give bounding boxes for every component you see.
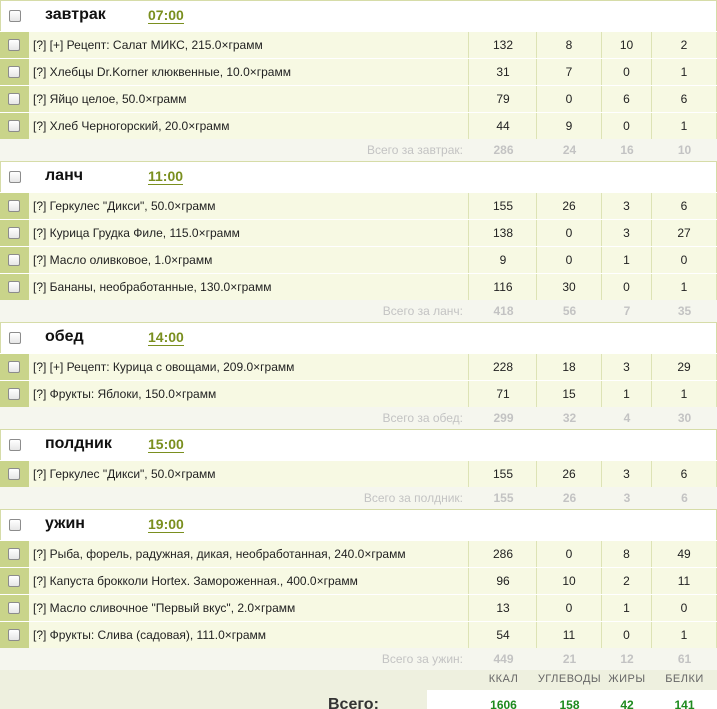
food-kcal: 71 <box>470 381 537 407</box>
food-protein: 0 <box>652 595 717 621</box>
total-kcal: 299 <box>493 411 514 425</box>
meal-total-row <box>0 648 717 670</box>
food-name-link[interactable]: [?] Капуста брокколи Hortex. Замороженная., 400.0×грамм <box>29 568 469 594</box>
food-kcal: 31 <box>470 59 537 85</box>
meal-section <box>0 0 717 161</box>
total-fat: 3 <box>623 491 631 505</box>
meal-time-link[interactable]: 19:00 <box>148 516 184 532</box>
food-name-link[interactable]: [?] Яйцо целое, 50.0×грамм <box>29 86 469 112</box>
food-row <box>0 273 717 300</box>
checkbox-icon[interactable] <box>8 281 20 293</box>
total-carbs: 21 <box>562 652 577 666</box>
meal-total-row <box>0 300 717 322</box>
food-fat: 0 <box>602 113 652 139</box>
food-fat: 10 <box>602 32 652 58</box>
meal-total-label: Всего за завтрак: <box>366 143 463 157</box>
food-protein: 29 <box>652 354 717 380</box>
food-row <box>0 380 717 407</box>
meal-time-link[interactable]: 07:00 <box>148 7 184 23</box>
meal-header <box>0 322 717 353</box>
food-protein: 49 <box>652 541 717 567</box>
checkbox-icon[interactable] <box>8 361 20 373</box>
checkbox-icon[interactable] <box>8 388 20 400</box>
total-kcal: 155 <box>493 491 514 505</box>
meal-section <box>0 509 717 670</box>
food-row <box>0 112 717 139</box>
food-row <box>0 246 717 273</box>
food-carbs: 18 <box>537 354 602 380</box>
food-name-link[interactable]: [?] [+] Рецепт: Курица с овощами, 209.0×грамм <box>29 354 469 380</box>
meal-header <box>0 509 717 540</box>
grand-kcal: 1606 <box>490 698 517 709</box>
meal-total-row <box>0 407 717 429</box>
food-carbs: 30 <box>537 274 602 300</box>
meal-total-row <box>0 487 717 509</box>
food-kcal: 44 <box>470 113 537 139</box>
food-fat: 3 <box>602 461 652 487</box>
food-kcal: 116 <box>470 274 537 300</box>
food-fat: 2 <box>602 568 652 594</box>
food-carbs: 0 <box>537 541 602 567</box>
food-kcal: 286 <box>470 541 537 567</box>
meal-time-link[interactable]: 11:00 <box>148 168 184 184</box>
food-carbs: 15 <box>537 381 602 407</box>
meal-checkbox-icon[interactable] <box>9 10 21 22</box>
meal-time-link[interactable]: 14:00 <box>148 329 184 345</box>
total-carbs: 24 <box>562 143 577 157</box>
header-carbs: УГЛЕВОДЫ <box>537 673 602 685</box>
total-carbs: 32 <box>562 411 577 425</box>
meal-checkbox-icon[interactable] <box>9 332 21 344</box>
food-protein: 27 <box>652 220 717 246</box>
checkbox-icon[interactable] <box>8 39 20 51</box>
checkbox-icon[interactable] <box>8 227 20 239</box>
total-protein: 30 <box>677 411 692 425</box>
food-row <box>0 353 717 380</box>
food-protein: 1 <box>652 113 717 139</box>
checkbox-icon[interactable] <box>8 66 20 78</box>
food-protein: 0 <box>652 247 717 273</box>
food-fat: 1 <box>602 595 652 621</box>
food-row <box>0 192 717 219</box>
meal-section <box>0 322 717 429</box>
meal-total-label: Всего за полдник: <box>363 491 463 505</box>
food-name-link[interactable]: [?] Хлебцы Dr.Korner клюквенные, 10.0×грамм <box>29 59 469 85</box>
total-carbs: 26 <box>562 491 577 505</box>
food-name-link[interactable]: [?] Хлеб Черногорский, 20.0×грамм <box>29 113 469 139</box>
meal-total-label: Всего за ужин: <box>381 652 463 666</box>
food-kcal: 54 <box>470 622 537 648</box>
header-protein: БЕЛКИ <box>665 673 704 685</box>
food-fat: 3 <box>602 193 652 219</box>
food-row <box>0 621 717 648</box>
food-name-link[interactable]: [?] Рыба, форель, радужная, дикая, необработанная, 240.0×грамм <box>29 541 469 567</box>
food-row <box>0 460 717 487</box>
meal-name: завтрак <box>45 6 106 23</box>
food-name-link[interactable]: [?] Масло сливочное "Первый вкус", 2.0×грамм <box>29 595 469 621</box>
food-carbs: 0 <box>537 247 602 273</box>
food-protein: 1 <box>652 274 717 300</box>
meal-total-row <box>0 139 717 161</box>
checkbox-icon[interactable] <box>8 602 20 614</box>
total-protein: 35 <box>677 304 692 318</box>
total-kcal: 286 <box>493 143 514 157</box>
food-row <box>0 594 717 621</box>
food-protein: 1 <box>652 59 717 85</box>
grand-total-row <box>0 690 717 709</box>
total-kcal: 418 <box>493 304 514 318</box>
grand-protein: 141 <box>674 698 695 709</box>
food-kcal: 155 <box>470 461 537 487</box>
food-row <box>0 31 717 58</box>
checkbox-icon[interactable] <box>8 254 20 266</box>
total-fat: 12 <box>620 652 634 666</box>
food-protein: 6 <box>652 193 717 219</box>
food-carbs: 9 <box>537 113 602 139</box>
food-carbs: 0 <box>537 595 602 621</box>
total-protein: 6 <box>681 491 688 505</box>
header-fat: ЖИРЫ <box>608 673 646 685</box>
food-fat: 8 <box>602 541 652 567</box>
food-name-link[interactable]: [?] Фрукты: Слива (садовая), 111.0×грамм <box>29 622 469 648</box>
food-carbs: 26 <box>537 193 602 219</box>
meal-checkbox-icon[interactable] <box>9 519 21 531</box>
meal-name: ланч <box>45 167 84 184</box>
checkbox-icon[interactable] <box>8 120 20 132</box>
food-fat: 6 <box>602 86 652 112</box>
meal-header <box>0 161 717 192</box>
meal-section <box>0 429 717 509</box>
food-protein: 11 <box>652 568 717 594</box>
food-protein: 1 <box>652 622 717 648</box>
food-fat: 0 <box>602 274 652 300</box>
meal-name: обед <box>45 328 84 345</box>
food-kcal: 13 <box>470 595 537 621</box>
meal-total-label: Всего за ланч: <box>382 304 463 318</box>
food-name-link[interactable]: [?] Курица Грудка Филе, 115.0×грамм <box>29 220 469 246</box>
grand-total-label: Всего: <box>328 696 379 709</box>
meal-time-link[interactable]: 15:00 <box>148 436 184 452</box>
food-fat: 1 <box>602 381 652 407</box>
header-kcal: ККАЛ <box>488 673 519 685</box>
food-kcal: 228 <box>470 354 537 380</box>
food-carbs: 11 <box>537 622 602 648</box>
checkbox-icon[interactable] <box>8 93 20 105</box>
food-row <box>0 540 717 567</box>
meal-total-label: Всего за обед: <box>382 411 463 425</box>
food-carbs: 0 <box>537 220 602 246</box>
food-protein: 6 <box>652 86 717 112</box>
food-fat: 3 <box>602 354 652 380</box>
food-name-link[interactable]: [?] Фрукты: Яблоки, 150.0×грамм <box>29 381 469 407</box>
meal-checkbox-icon[interactable] <box>9 171 21 183</box>
food-name-link[interactable]: [?] Геркулес "Дикси", 50.0×грамм <box>29 193 469 219</box>
food-fat: 0 <box>602 622 652 648</box>
meal-header <box>0 0 717 31</box>
total-kcal: 449 <box>493 652 514 666</box>
grand-carbs: 158 <box>559 698 580 709</box>
total-fat: 16 <box>620 143 634 157</box>
food-protein: 2 <box>652 32 717 58</box>
food-fat: 1 <box>602 247 652 273</box>
food-row <box>0 58 717 85</box>
food-name-link[interactable]: [?] [+] Рецепт: Салат МИКС, 215.0×грамм <box>29 32 469 58</box>
grand-total-header <box>0 670 717 690</box>
food-name-link[interactable]: [?] Бананы, необработанные, 130.0×грамм <box>29 274 469 300</box>
meal-section <box>0 161 717 322</box>
total-protein: 10 <box>677 143 692 157</box>
food-fat: 0 <box>602 59 652 85</box>
checkbox-icon[interactable] <box>8 468 20 480</box>
food-row <box>0 567 717 594</box>
food-protein: 6 <box>652 461 717 487</box>
meal-name: полдник <box>45 435 112 452</box>
food-fat: 3 <box>602 220 652 246</box>
food-kcal: 138 <box>470 220 537 246</box>
checkbox-icon[interactable] <box>8 548 20 560</box>
total-fat: 4 <box>623 411 631 425</box>
checkbox-icon[interactable] <box>8 200 20 212</box>
total-fat: 7 <box>623 304 631 318</box>
food-protein: 1 <box>652 381 717 407</box>
food-row <box>0 219 717 246</box>
food-kcal: 155 <box>470 193 537 219</box>
total-protein: 61 <box>677 652 692 666</box>
meal-header <box>0 429 717 460</box>
food-kcal: 132 <box>470 32 537 58</box>
food-carbs: 8 <box>537 32 602 58</box>
food-name-link[interactable]: [?] Геркулес "Дикси", 50.0×грамм <box>29 461 469 487</box>
checkbox-icon[interactable] <box>8 629 20 641</box>
meal-checkbox-icon[interactable] <box>9 439 21 451</box>
food-kcal: 9 <box>470 247 537 273</box>
food-carbs: 10 <box>537 568 602 594</box>
food-carbs: 0 <box>537 86 602 112</box>
food-name-link[interactable]: [?] Масло оливковое, 1.0×грамм <box>29 247 469 273</box>
food-kcal: 79 <box>470 86 537 112</box>
food-kcal: 96 <box>470 568 537 594</box>
meal-name: ужин <box>45 515 85 532</box>
food-row <box>0 85 717 112</box>
total-carbs: 56 <box>562 304 577 318</box>
food-carbs: 26 <box>537 461 602 487</box>
food-carbs: 7 <box>537 59 602 85</box>
checkbox-icon[interactable] <box>8 575 20 587</box>
grand-fat: 42 <box>620 698 634 709</box>
